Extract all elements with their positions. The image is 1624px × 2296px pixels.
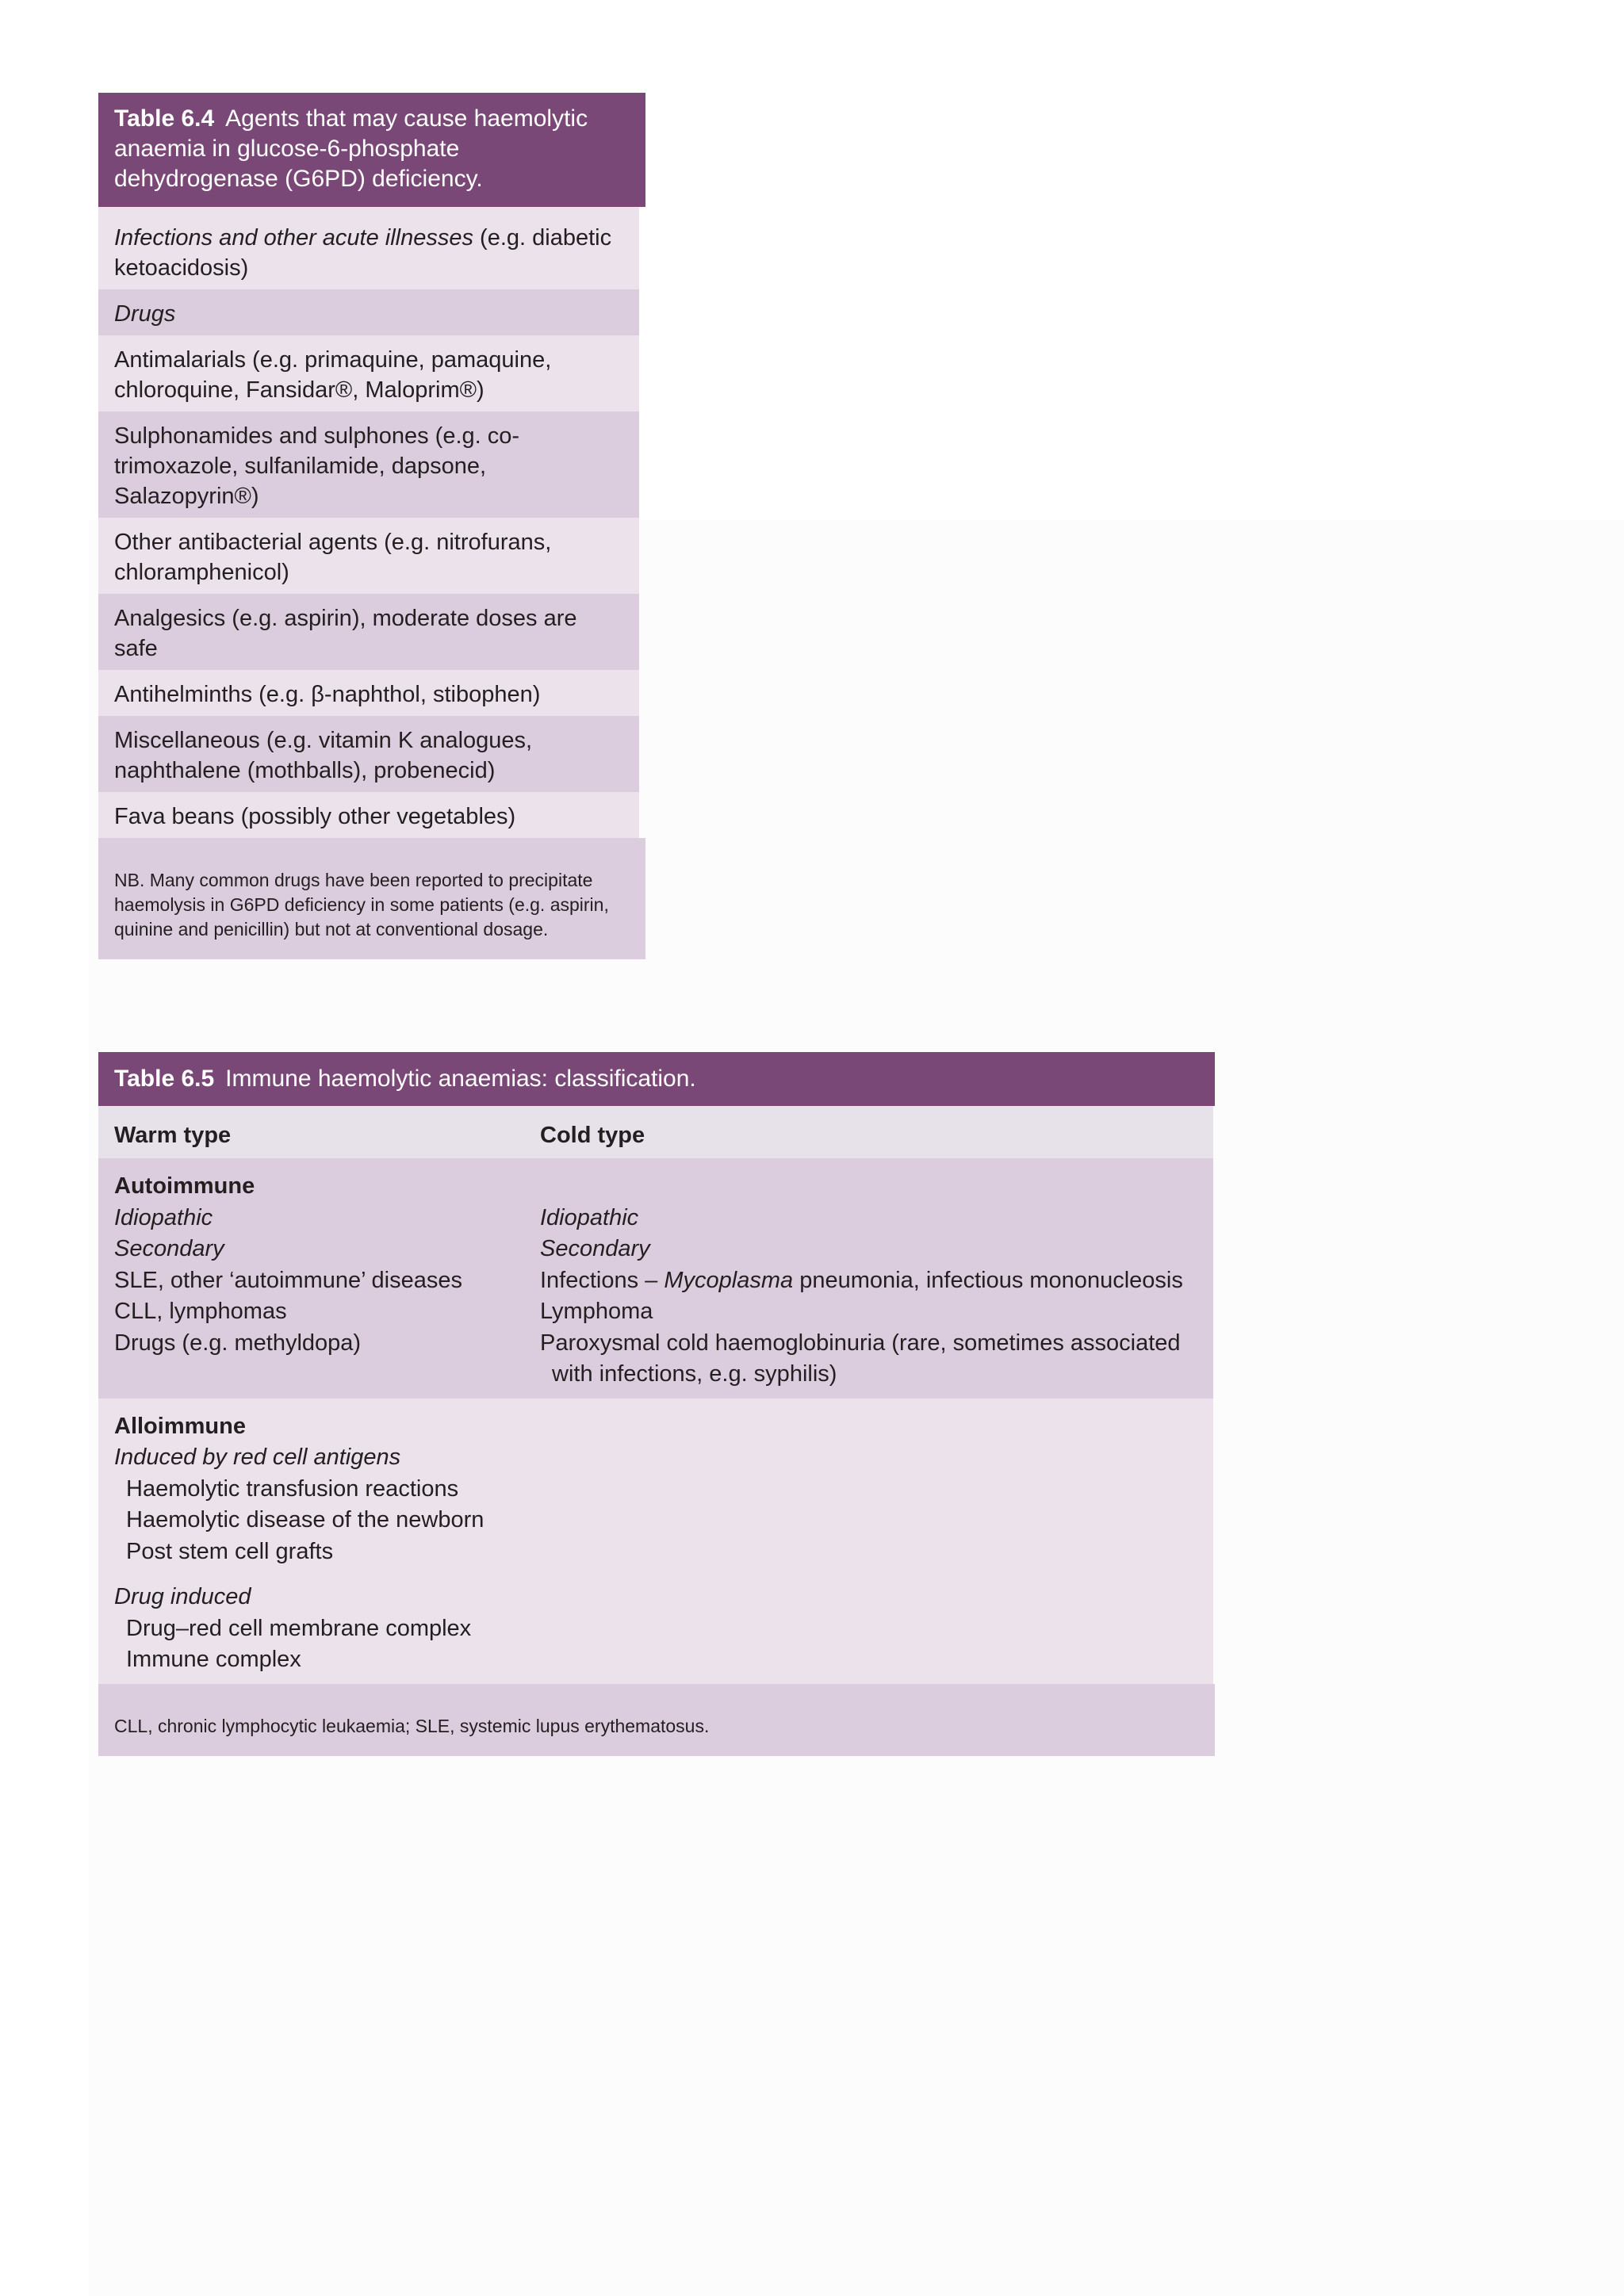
table-6-4 bbox=[98, 93, 645, 959]
list-item: Secondary bbox=[114, 1236, 224, 1261]
list-item: Immune complex bbox=[126, 1647, 301, 1672]
table-footnote: NB. Many common drugs have been reported to precipitate haemolysis in G6PD deficiency in some patients (e.g. aspirin, quinine and penicillin) but not at conventional dosage. bbox=[98, 838, 645, 959]
warm-column bbox=[114, 1411, 540, 1676]
infections-organism: Mycoplasma bbox=[664, 1267, 794, 1293]
autoimmune-section bbox=[98, 1158, 1213, 1399]
table-number: Table 6.5 bbox=[114, 1066, 215, 1092]
row-text: Fava beans (possibly other vegetables) bbox=[114, 804, 516, 829]
table-title: Agents that may cause haemolytic anaemia in glucose-6-phosphate dehydrogenase (G6PD) deficiency. bbox=[114, 105, 588, 192]
row-text: (e.g. diabetic ketoacidosis) bbox=[114, 225, 612, 281]
list-item: Post stem cell grafts bbox=[126, 1538, 334, 1564]
infections-prefix: Infections – bbox=[540, 1267, 665, 1293]
list-item: Paroxysmal cold haemoglobinuria (rare, sometimes associated bbox=[540, 1330, 1181, 1356]
table-number: Table 6.4 bbox=[114, 105, 215, 132]
list-item: Haemolytic transfusion reactions bbox=[126, 1475, 459, 1502]
list-item: Lymphoma bbox=[540, 1299, 653, 1324]
table-row bbox=[98, 518, 639, 594]
subheading: Induced by red cell antigens bbox=[114, 1445, 401, 1470]
table-row bbox=[98, 213, 639, 289]
list-item: SLE, other ‘autoimmune’ diseases bbox=[114, 1267, 462, 1293]
table-body bbox=[98, 1106, 1213, 1684]
list-item: CLL, lymphomas bbox=[114, 1299, 287, 1324]
table-gap bbox=[98, 207, 639, 213]
blank-line bbox=[540, 1171, 1197, 1203]
table-header-row bbox=[98, 1106, 1213, 1158]
list-item: Haemolytic disease of the newborn bbox=[126, 1507, 485, 1533]
section-heading: Autoimmune bbox=[114, 1173, 255, 1199]
cold-column bbox=[540, 1171, 1197, 1391]
section-heading: Alloimmune bbox=[114, 1413, 246, 1439]
table-row bbox=[98, 335, 639, 411]
warm-column bbox=[114, 1171, 540, 1391]
cold-column bbox=[540, 1411, 1197, 1676]
table-row bbox=[98, 716, 639, 792]
list-item: Idiopathic bbox=[114, 1204, 213, 1230]
row-italic-text: Drugs bbox=[114, 301, 176, 327]
row-text: Other antibacterial agents (e.g. nitrofurans, chloramphenicol) bbox=[114, 530, 552, 585]
subheading: Drug induced bbox=[114, 1584, 251, 1609]
column-header-cold: Cold type bbox=[540, 1123, 645, 1148]
row-text: Analgesics (e.g. aspirin), moderate doses are safe bbox=[114, 606, 577, 661]
row-italic-text: Infections and other acute illnesses bbox=[114, 225, 473, 251]
table-footnote: CLL, chronic lymphocytic leukaemia; SLE, systemic lupus erythematosus. bbox=[98, 1684, 1215, 1756]
table-row bbox=[98, 670, 639, 716]
row-text: Sulphonamides and sulphones (e.g. co-trimoxazole, sulfanilamide, dapsone, Salazopyrin®) bbox=[114, 423, 520, 509]
table-row bbox=[98, 289, 639, 335]
table-6-5 bbox=[98, 1052, 1215, 1756]
list-item: Secondary bbox=[540, 1236, 650, 1261]
list-item: Drug–red cell membrane complex bbox=[126, 1615, 472, 1641]
table-row bbox=[98, 594, 639, 670]
alloimmune-section bbox=[98, 1399, 1213, 1684]
table-caption bbox=[98, 1052, 1215, 1106]
column-header-warm: Warm type bbox=[114, 1123, 232, 1148]
table-caption bbox=[98, 93, 645, 207]
list-item: Drugs (e.g. methyldopa) bbox=[114, 1330, 362, 1356]
row-text: Antimalarials (e.g. primaquine, pamaquine, chloroquine, Fansidar®, Maloprim®) bbox=[114, 347, 552, 403]
table-row bbox=[98, 792, 639, 838]
row-text: Antihelminths (e.g. β-naphthol, stibophen) bbox=[114, 682, 541, 707]
list-item bbox=[540, 1265, 1197, 1297]
row-text: Miscellaneous (e.g. vitamin K analogues, naphthalene (mothballs), probenecid) bbox=[114, 728, 533, 783]
list-item: Idiopathic bbox=[540, 1204, 639, 1230]
table-title: Immune haemolytic anaemias: classification. bbox=[225, 1066, 696, 1092]
spacer bbox=[114, 1567, 540, 1582]
infections-suffix: pneumonia, infectious mononucleosis bbox=[793, 1267, 1183, 1293]
table-row bbox=[98, 411, 639, 518]
list-item-continuation: with infections, e.g. syphilis) bbox=[552, 1361, 837, 1387]
